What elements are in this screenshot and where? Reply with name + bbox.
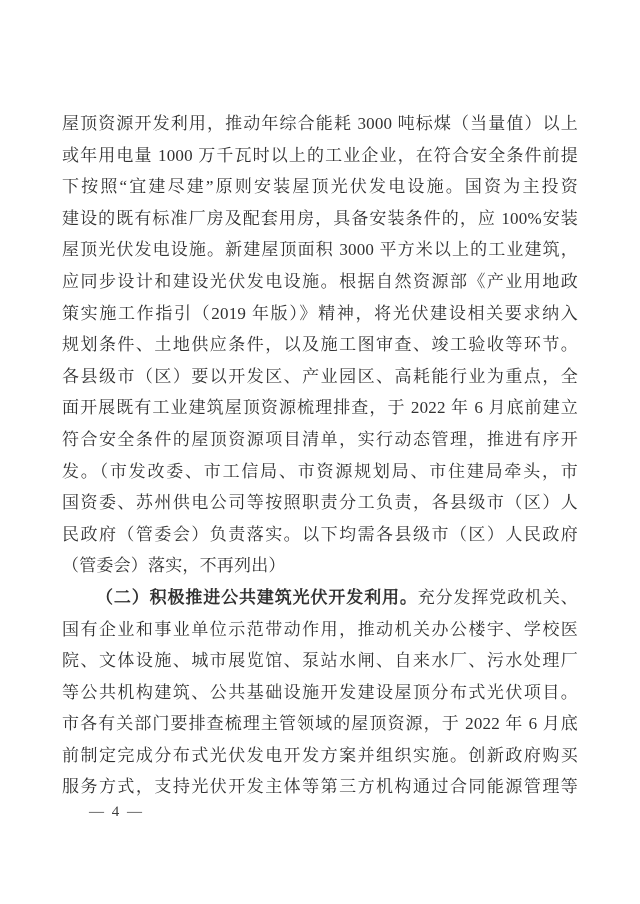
text-line xyxy=(62,645,578,677)
text-segment: 或年用电量 1000 万千瓦时以上的工业企业，在符合安全条件前提 xyxy=(62,145,578,165)
page-number: — 4 — xyxy=(89,804,144,820)
text-line xyxy=(62,771,578,803)
text-line xyxy=(62,266,578,298)
text-segment: 前制定完成分布式光伏发电开发方案并组织实施。创新政府购买 xyxy=(62,745,578,765)
text-segment: 充分发挥党政机关、 xyxy=(417,587,578,607)
text-line xyxy=(62,298,578,330)
text-line xyxy=(62,108,578,140)
text-line xyxy=(62,582,578,614)
text-line xyxy=(62,456,578,488)
text-segment: 服务方式，支持光伏开发主体等第三方机构通过合同能源管理等 xyxy=(62,777,578,797)
text-line xyxy=(62,487,578,519)
text-segment: 建设的既有标准厂房及配套用房，具备安装条件的，应 100%安装 xyxy=(62,208,578,228)
text-line xyxy=(62,614,578,646)
text-segment: 屋顶光伏发电设施。新建屋顶面积 3000 平方米以上的工业建筑， xyxy=(62,240,578,260)
text-segment: 等公共机构建筑、公共基础设施开发建设屋顶分布式光伏项目。 xyxy=(62,682,578,702)
text-line xyxy=(62,519,578,551)
text-segment: 国有企业和事业单位示范带动作用，推动机关办公楼宇、学校医 xyxy=(62,619,578,639)
text-segment: （管委会）落实，不再列出） xyxy=(62,556,286,576)
text-segment: 面开展既有工业建筑屋顶资源梳理排查，于 2022 年 6 月底前建立 xyxy=(62,398,578,418)
text-segment: 国资委、苏州供电公司等按照职责分工负责，各县级市（区）人 xyxy=(62,493,578,513)
text-line xyxy=(62,677,578,709)
text-segment: 屋顶资源开发利用，推动年综合能耗 3000 吨标煤（当量值）以上 xyxy=(62,114,578,133)
text-line xyxy=(62,361,578,393)
text-segment: 下按照“宜建尽建”原则安装屋顶光伏发电设施。国资为主投资 xyxy=(62,177,578,197)
text-line xyxy=(62,424,578,456)
text-segment: 发。（市发改委、市工信局、市资源规划局、市住建局牵头，市 xyxy=(62,461,578,481)
text-segment: 策实施工作指引（2019 年版）》精神，将光伏建设相关要求纳入 xyxy=(62,303,578,323)
text-line xyxy=(62,329,578,361)
text-line xyxy=(62,740,578,772)
text-segment: 符合安全条件的屋顶资源项目清单，实行动态管理，推进有序开 xyxy=(62,429,578,449)
text-segment: 市各有关部门要排查梳理主管领域的屋顶资源，于 2022 年 6 月底 xyxy=(62,714,578,734)
section-heading-segment: （二）积极推进公共建筑光伏开发利用。 xyxy=(96,587,418,607)
text-segment: 民政府（管委会）负责落实。以下均需各县级市（区）人民政府 xyxy=(62,524,578,544)
document-body xyxy=(62,108,578,803)
text-line xyxy=(62,171,578,203)
text-line xyxy=(62,203,578,235)
text-segment: 规划条件、土地供应条件，以及施工图审查、竣工验收等环节。 xyxy=(62,335,578,355)
text-segment: 各县级市（区）要以开发区、产业园区、高耗能行业为重点，全 xyxy=(62,366,578,386)
text-segment: 应同步设计和建设光伏发电设施。根据自然资源部《产业用地政 xyxy=(62,271,578,291)
text-segment: 院、文体设施、城市展览馆、泵站水闸、自来水厂、污水处理厂 xyxy=(62,651,578,671)
text-line xyxy=(62,708,578,740)
text-line xyxy=(62,140,578,172)
text-line xyxy=(62,550,578,582)
text-line xyxy=(62,392,578,424)
text-line xyxy=(62,234,578,266)
